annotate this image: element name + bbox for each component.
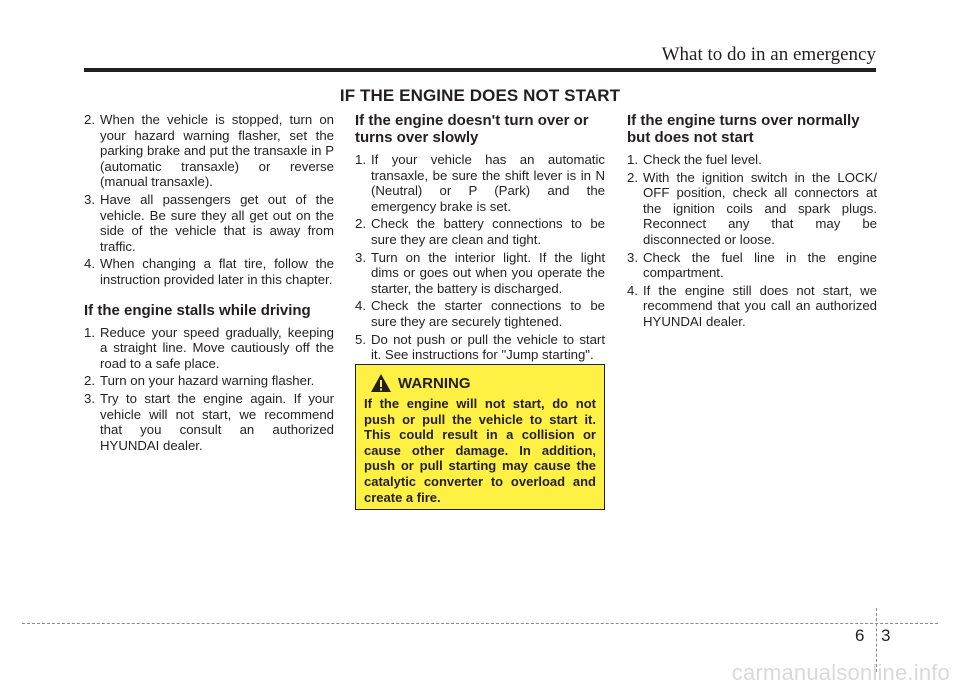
list-item: 5. Do not push or pull the vehicle to start it. See instructions for "Jump starting". — [355, 331, 605, 363]
list-item: 3. Have all passengers get out of the vehicle. Be sure they all get out on the side of the vehicle that is away from traffic. — [84, 191, 334, 254]
warning-text: If the engine will not start, do not push or pull the vehicle to start it. This could result in a collision or cause other damage. In addition, push or pull starting may cause the catalytic converter to overload and create a fire. — [364, 396, 596, 505]
list-item: 4. When changing a flat tire, follow the instruction provided later in this chapter. — [84, 256, 334, 287]
footer-rule — [22, 623, 938, 624]
column-2 — [355, 112, 605, 365]
chapter-number: 6 — [855, 626, 865, 645]
subheading-turns-over-no-start: If the engine turns over normally but does not start — [627, 112, 860, 146]
steps-list-top — [84, 112, 334, 288]
list-item: 2. When the vehicle is stopped, turn on your hazard warning flasher, set the parking brake and put the transaxle in P (automatic transaxle) or reverse (manual transaxle). — [84, 112, 334, 190]
warning-header — [370, 373, 596, 393]
steps-list-no-turn-over — [355, 152, 605, 363]
steps-list-turns-over — [627, 152, 877, 330]
list-item: 3. Check the fuel line in the engine compartment. — [627, 249, 877, 281]
list-item: 3. Try to start the engine again. If your vehicle will not start, we recommend that you consult an authorized HYUNDAI dealer. — [84, 390, 334, 453]
subheading-engine-stalls: If the engine stalls while driving — [84, 301, 311, 319]
list-item: 4. Check the starter connections to be sure they are securely tightened. — [355, 298, 605, 329]
section-title: IF THE ENGINE DOES NOT START — [339, 86, 621, 105]
warning-box — [355, 364, 605, 510]
subheading-no-turn-over: If the engine doesn't turn over or turns over slowly — [355, 112, 589, 146]
list-item: 2. With the ignition switch in the LOCK/ OFF position, check all connectors at the ignition coils and spark plugs. Reconnect any that may be disconnected or loose. — [627, 169, 877, 247]
steps-list-stalls — [84, 325, 334, 454]
list-item: 1. Reduce your speed gradually, keeping a straight line. Move cautiously off the road to a safe place. — [84, 324, 334, 371]
column-1 — [84, 112, 334, 455]
list-item: 1. If your vehicle has an automatic transaxle, be sure the shift lever is in N (Neutral) or P (Park) and the emergency brake is set. — [355, 152, 605, 214]
warning-triangle-icon — [370, 373, 392, 393]
list-item: 4. If the engine still does not start, we recommend that you call an authorized HYUNDAI dealer. — [627, 282, 877, 329]
column-3 — [627, 112, 877, 332]
list-item: 3. Turn on the interior light. If the light dims or goes out when you operate the starter, the battery is discharged. — [355, 249, 605, 296]
header-title: What to do in an emergency — [661, 44, 876, 65]
header-rule — [84, 68, 876, 72]
list-item: 2. Turn on your hazard warning flasher. — [84, 373, 315, 389]
list-item: 1. Check the fuel level. — [627, 152, 762, 167]
page-number: 3 — [881, 626, 891, 645]
watermark: carmanualsonline.info — [731, 660, 950, 685]
list-item: 2. Check the battery connections to be sure they are clean and tight. — [355, 216, 605, 247]
warning-title: WARNING — [398, 374, 471, 392]
